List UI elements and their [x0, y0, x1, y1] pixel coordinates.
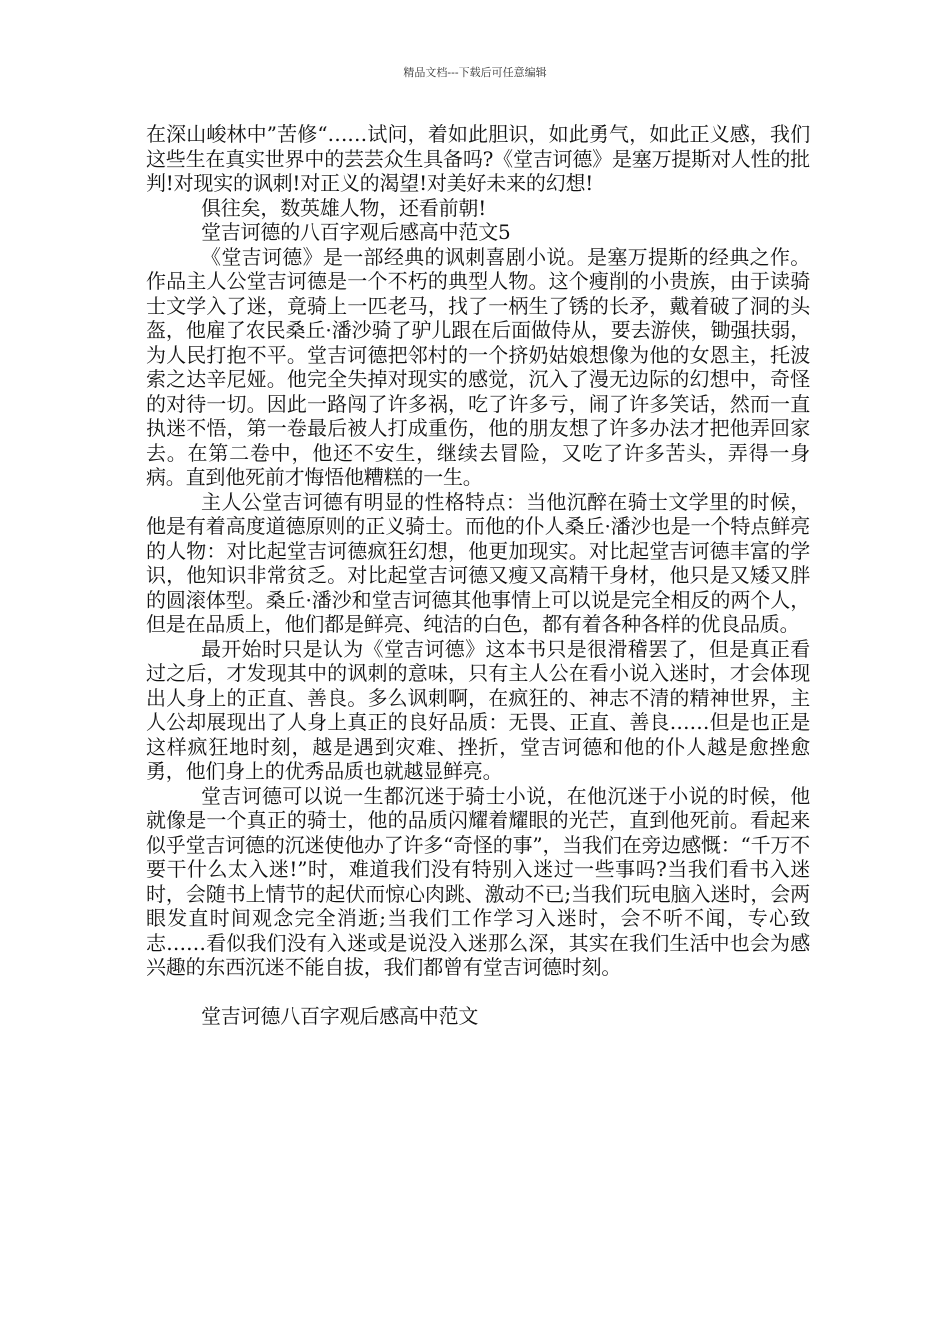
- page-header: 精品文档---下载后可任意编辑: [403, 66, 547, 79]
- blank-line: [146, 980, 810, 1004]
- section-heading: 堂吉诃德八百字观后感高中范文: [201, 1003, 479, 1028]
- paragraph: 主人公堂吉诃德有明显的性格特点：当他沉醉在骑士文学里的时候，他是有着高度道德原则的正义骑士。而他的仆人桑丘·潘沙也是一个特点鲜亮的人物：对比起堂吉诃德疯狂幻想，他更加现实。对比起堂吉诃德丰富的学识，他知识非常贫乏。对比起堂吉诃德又瘦又高精干身材，他只是又矮又胖的圆滚体型。桑丘·潘沙和堂吉诃德其他事情上可以说是完全相反的两个人，但是在品质上，他们都是鲜亮、纯洁的白色，都有着各种各样的优良品质。: [146, 489, 810, 636]
- paragraph: 堂吉诃德可以说一生都沉迷于骑士小说，在他沉迷于小说的时候，他就像是一个真正的骑士，他的品质闪耀着耀眼的光芒，直到他死前。看起来似乎堂吉诃德的沉迷使他办了许多“奇怪的事”，当我们在旁边感慨：“千万不要干什么太入迷!”时，难道我们没有特别入迷过一些事吗?当我们看书入迷时，会随书上情节的起伏而惊心肉跳、激动不已;当我们玩电脑入迷时，会两眼发直时间观念完全消逝;当我们工作学习入迷时，会不听不闻，专心致志……看似我们没有入迷或是说没入迷那么深，其实在我们生活中也会为感兴趣的东西沉迷不能自拔，我们都曾有堂吉诃德时刻。: [146, 783, 810, 979]
- paragraph-continued: 在深山峻林中”苦修“……试问，着如此胆识，如此勇气，如此正义感，我们这些生在真实世界中的芸芸众生具备吗?《堂吉诃德》是塞万提斯对人性的批判!对现实的讽刺!对正义的渴望!对美好未来的幻想!: [146, 122, 810, 195]
- paragraph: 最开始时只是认为《堂吉诃德》这本书只是很滑稽罢了，但是真正看过之后，才发现其中的讽刺的意味，只有主人公在看小说入迷时，才会体现出人身上的正直、善良。多么讽刺啊，在疯狂的、神志不清的精神世界，主人公却展现出了人身上真正的良好品质：无畏、正直、善良……但是也正是这样疯狂地时刻，越是遇到灾难、挫折，堂吉诃德和他的仆人越是愈挫愈勇，他们身上的优秀品质也就越显鲜亮。: [146, 636, 810, 783]
- section-heading: 堂吉诃德的八百字观后感高中范文5: [201, 220, 511, 244]
- paragraph: 《堂吉诃德》是一部经典的讽刺喜剧小说。是塞万提斯的经典之作。作品主人公堂吉诃德是一个不朽的典型人物。这个瘦削的小贵族，由于读骑士文学入了迷，竟骑上一匹老马，找了一柄生了锈的长矛，戴着破了洞的头盔，他雇了农民桑丘·潘沙骑了驴儿跟在后面做侍从，要去游侠，锄强扶弱，为人民打抱不平。堂吉诃德把邻村的一个挤奶姑娘想像为他的女恩主，托波索之达辛尼娅。他完全失掉对现实的感觉，沉入了漫无边际的幻想中，奇怪的对待一切。因此一路闯了许多祸，吃了许多亏，闹了许多笑话，然而一直执迷不悟，第一卷最后被人打成重伤，他的朋友想了许多办法才把他弄回家去。在第二卷中，他还不安生，继续去冒险，又吃了许多苦头，弄得一身病。直到他死前才悔悟他糟糕的一生。: [146, 244, 810, 489]
- paragraph-quote-line: 俱往矣，数英雄人物，还看前朝!: [201, 195, 487, 220]
- document-body: [146, 122, 810, 1028]
